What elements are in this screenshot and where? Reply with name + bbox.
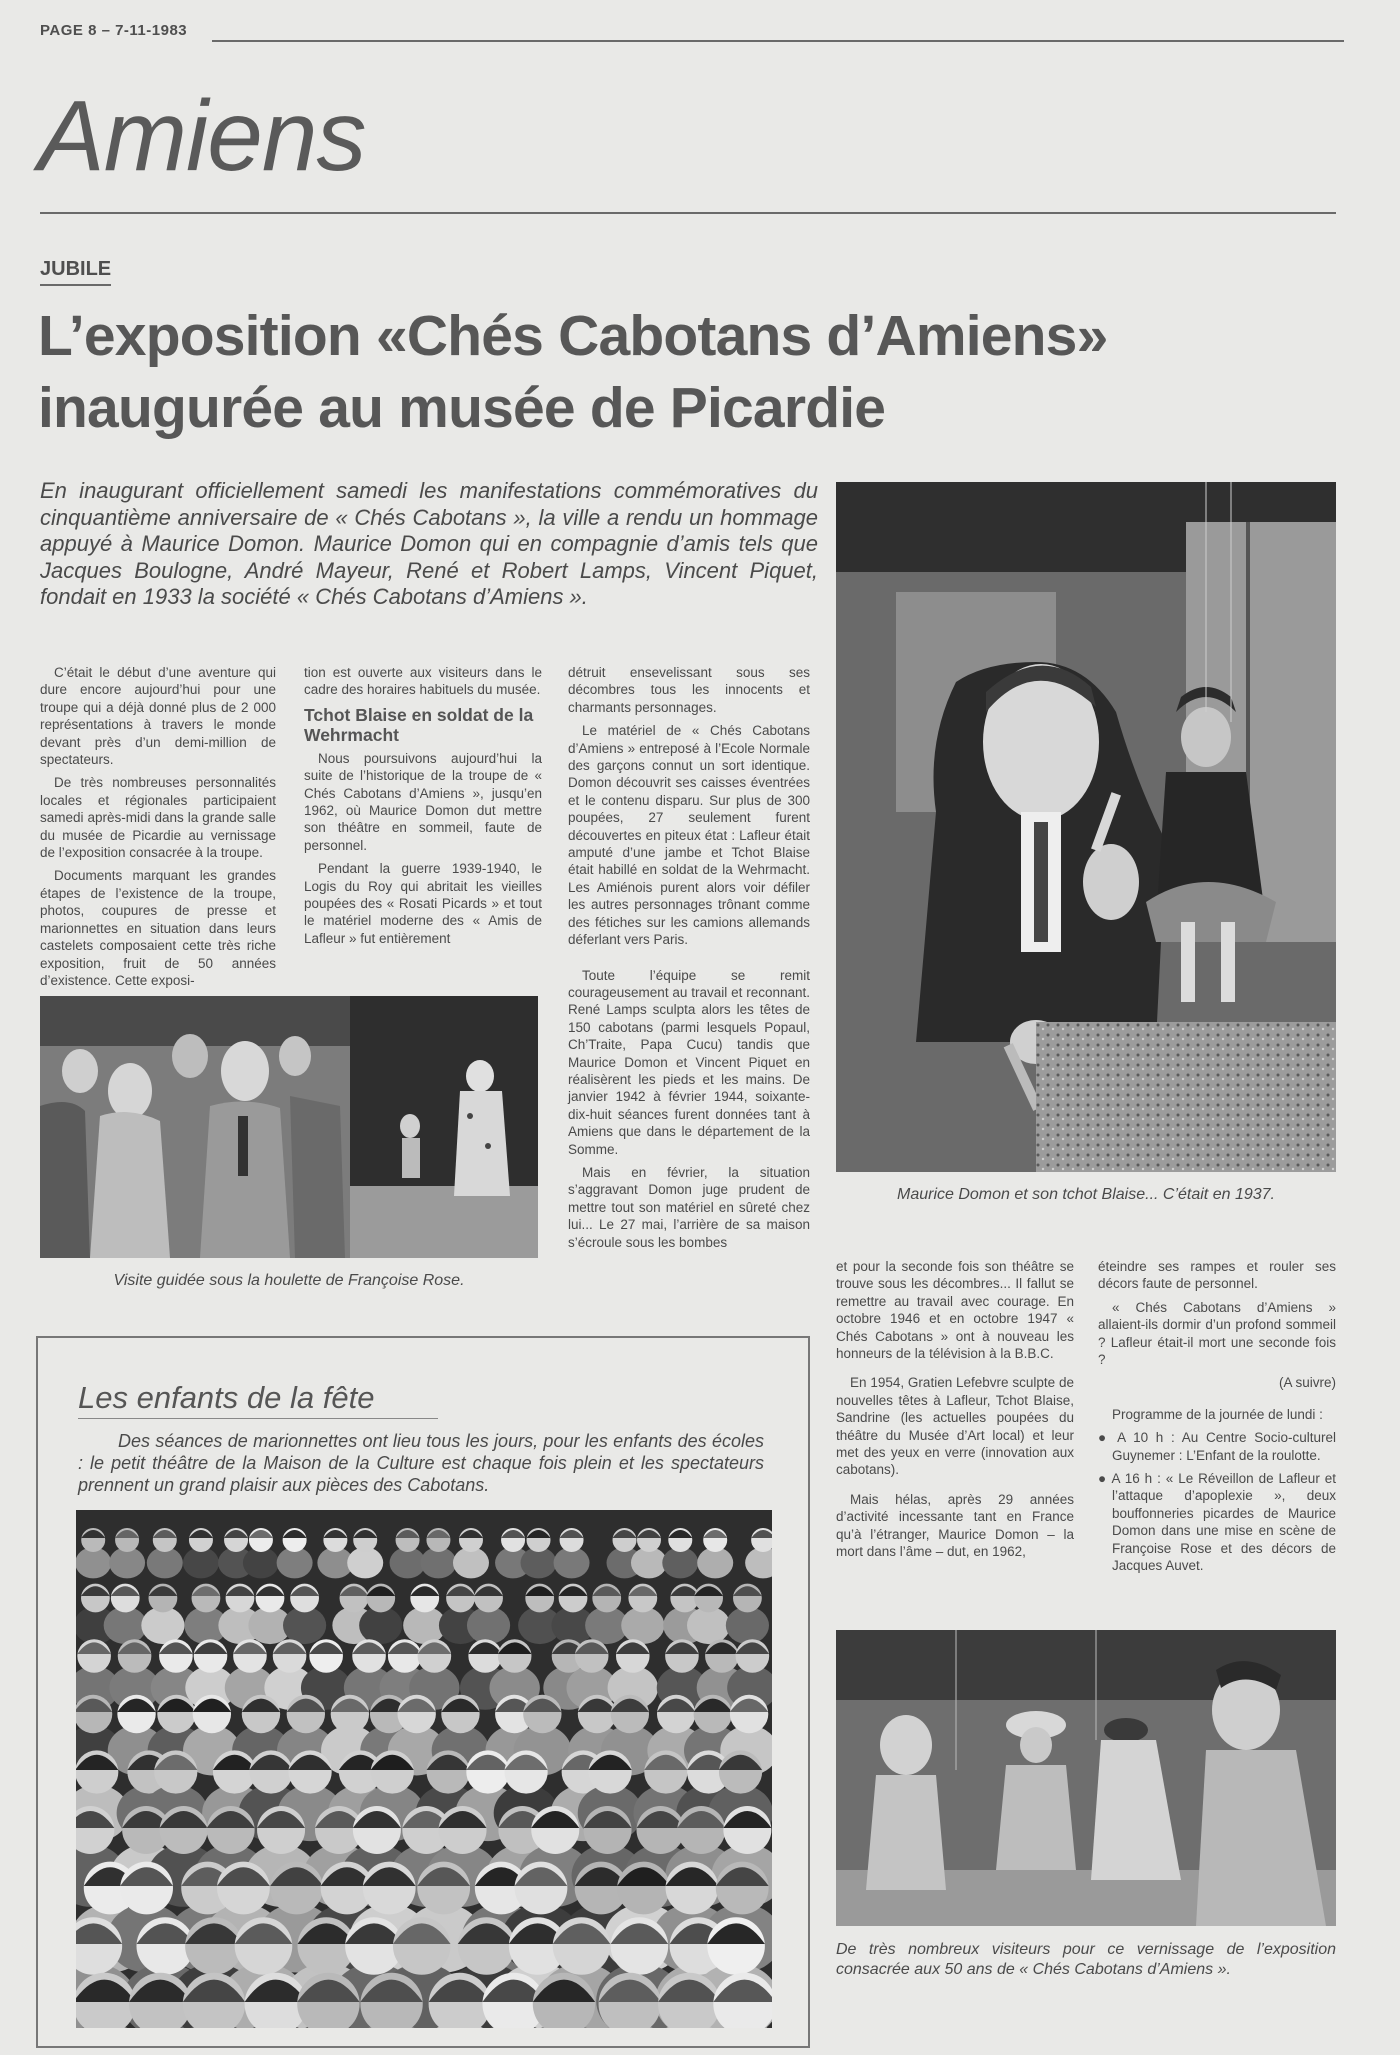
paragraph: En 1954, Gratien Lefebvre sculpte de nouvelles têtes à Lafleur, Tchot Blaise, Sandrine (les actuelles poupées du théâtre du Musée d’Art local) et leur met des yeux en verre (innovation aux cabotans). bbox=[836, 1375, 1074, 1478]
box-text bbox=[78, 1430, 764, 1496]
section-rule bbox=[40, 212, 1336, 214]
a-suivre: (A suivre) bbox=[1278, 1375, 1336, 1391]
section-title: Amiens bbox=[38, 80, 366, 192]
caption-visiteurs: De très nombreux visiteurs pour ce vernissage de l’exposition consacrée aux 50 ans de « Chés Cabotans d’Amiens ». bbox=[836, 1941, 1336, 1978]
paragraph: tion est ouverte aux visiteurs dans le cadre des horaires habituels du musée. bbox=[304, 665, 542, 698]
kicker: JUBILE bbox=[40, 258, 111, 286]
program-item: ● A 16 h : « Le Réveillon de Lafleur et l’attaque d’apoplexie », deux bouffonneries picardes de Maurice Domon dans une mise en scène de Françoise Rose et des décors de Jacques Auvet. bbox=[1098, 1471, 1336, 1574]
caption-visite-guidee: Visite guidée sous la houlette de Françoise Rose. bbox=[113, 1272, 465, 1289]
caption-maurice-domon: Maurice Domon et son tchot Blaise... C’était en 1937. bbox=[897, 1186, 1275, 1203]
box-paragraph: Des séances de marionnettes ont lieu tous les jours, pour les enfants des écoles : le petit théâtre de la Maison de la Culture est chaque fois plein et les spectateurs prennent un grand plaisir aux pièces des Cabotans. bbox=[78, 1431, 764, 1495]
paragraph: détruit ensevelissant sous ses décombres tous les innocents et charmants personnages. bbox=[568, 665, 810, 715]
column-2 bbox=[304, 664, 542, 947]
paragraph: C’était le début d’une aventure qui dure encore aujourd’hui pour une troupe qui a déjà donné plus de 2 000 représentations à travers le monde devant près d’un demi-million de spectateurs. bbox=[40, 665, 276, 768]
paragraph: Nous poursuivons aujourd’hui la suite de l’historique de la troupe de « Chés Cabotans d’Amiens », jusqu’en 1962, où Maurice Domon dut mettre son théâtre en sommeil, faute de personnel. bbox=[304, 750, 542, 853]
subhead: Tchot Blaise en soldat de la Wehrmacht bbox=[304, 704, 534, 745]
paragraph: Pendant la guerre 1939-1940, le Logis du Roy qui abritait les vieilles poupées des « Rosati Picards » et tout le matériel moderne des « Amis de Lafleur » fut entièrement bbox=[304, 861, 542, 946]
paragraph: De très nombreuses personnalités locales et régionales participaient samedi après-midi dans la grande salle du musée de Picardie au vernissage de l’exposition consacrée à la troupe. bbox=[40, 775, 276, 861]
paragraph: Mais en février, la situation s’aggravant Domon juge prudent de mettre tout son matériel en sûreté chez lui... Le 27 mai, l’arrière de sa maison s’écroule sous les bombes bbox=[568, 1164, 810, 1250]
box-title: Les enfants de la fête bbox=[78, 1380, 375, 1415]
headline-line-1: L’exposition «Chés Cabotans d’Amiens» bbox=[38, 304, 1108, 368]
page-folio: PAGE 8 – 7-11-1983 bbox=[40, 22, 188, 39]
paragraph: Mais hélas, après 29 années d’activité incessante tant en France qu’à l’étranger, Maurice Domon – la mort dans l’âme – dut, en 1962, bbox=[836, 1491, 1074, 1560]
folio-rule bbox=[212, 40, 1344, 42]
photo-maurice-domon bbox=[836, 482, 1336, 1172]
photo-enfants-illustration bbox=[76, 1510, 772, 2028]
paragraph: éteindre ses rampes et rouler ses décors faute de personnel. bbox=[1098, 1259, 1336, 1292]
program-intro: Programme de la journée de lundi : bbox=[1112, 1406, 1323, 1422]
paragraph: et pour la seconde fois son théâtre se trouve sous les décombres... Il fallut se remettre au travail avec courage. En octobre 1946 et en octobre 1947 « Chés Cabotans » ont à nouveau les honneurs de la télévision à la B.B.C. bbox=[836, 1259, 1074, 1362]
photo-visiteurs-illustration bbox=[836, 1630, 1336, 1926]
headline-line-2: inaugurée au musée de Picardie bbox=[38, 376, 886, 440]
program-item: ● A 10 h : Au Centre Socio-culturel Guynemer : L’Enfant de la roulotte. bbox=[1098, 1430, 1336, 1463]
box-title-rule bbox=[78, 1418, 438, 1419]
paragraph: Le matériel de « Chés Cabotans d’Amiens » entreposé à l’Ecole Normale des garçons connut un sort identique. Domon découvrit ses caisses éventrées et le contenu disparu. Sur plus de 300 poupées, 27 seulement furent découvertes en piteux état : Lafleur était amputé d’une jambe et Tchot Blaise était habillé en soldat de la Wehrmacht. Les Amiénois purent alors voir défiler les autres personnages trônant comme des fétiches sur les camions allemands déferlant vers Paris. bbox=[568, 723, 810, 948]
headline bbox=[38, 300, 1398, 444]
photo-visiteurs-vernissage bbox=[836, 1630, 1336, 1926]
paragraph: « Chés Cabotans d’Amiens » allaient-ils dormir d’un profond sommeil ? Lafleur était-il mort une seconde fois ? bbox=[1098, 1299, 1336, 1368]
photo-domon-illustration bbox=[836, 482, 1336, 1172]
paragraph: Toute l’équipe se remit courageusement au travail et reconnant. René Lamps sculpta alors les têtes de 150 cabotans (parmi lesquels Popaul, Ch’Traite, Papa Cucu) tandis que Maurice Domon et Vincent Piquet en réalisèrent les pieds et les mains. De janvier 1942 à février 1944, soixante-dix-huit séances furent données tant à Amiens que dans le département de la Somme. bbox=[568, 967, 810, 1157]
column-1 bbox=[40, 664, 276, 989]
column-5 bbox=[1098, 1258, 1336, 1575]
photo-visite-illustration bbox=[40, 996, 538, 1258]
chapo: En inaugurant officiellement samedi les manifestations commémoratives du cinquantième anniversaire de « Chés Cabotans », la ville a rendu un hommage appuyé à Maurice Domon. Maurice Domon qui en compagnie d’amis tels que Jacques Boulogne, André Mayeur, René et Robert Lamps, Vincent Piquet, fondait en 1933 la société « Chés Cabotans d’Amiens ». bbox=[40, 478, 818, 609]
photo-visite-guidee bbox=[40, 996, 538, 1258]
column-3 bbox=[568, 664, 810, 1251]
paragraph: Documents marquant les grandes étapes de l’existence de la troupe, photos, coupures de presse et marionnettes en situation dans leurs castelets composaient cette très riche exposition, fruit de 50 années d’existence. Cette exposi- bbox=[40, 868, 276, 988]
photo-enfants-spectateurs bbox=[76, 1510, 772, 2028]
column-4 bbox=[836, 1258, 1074, 1561]
